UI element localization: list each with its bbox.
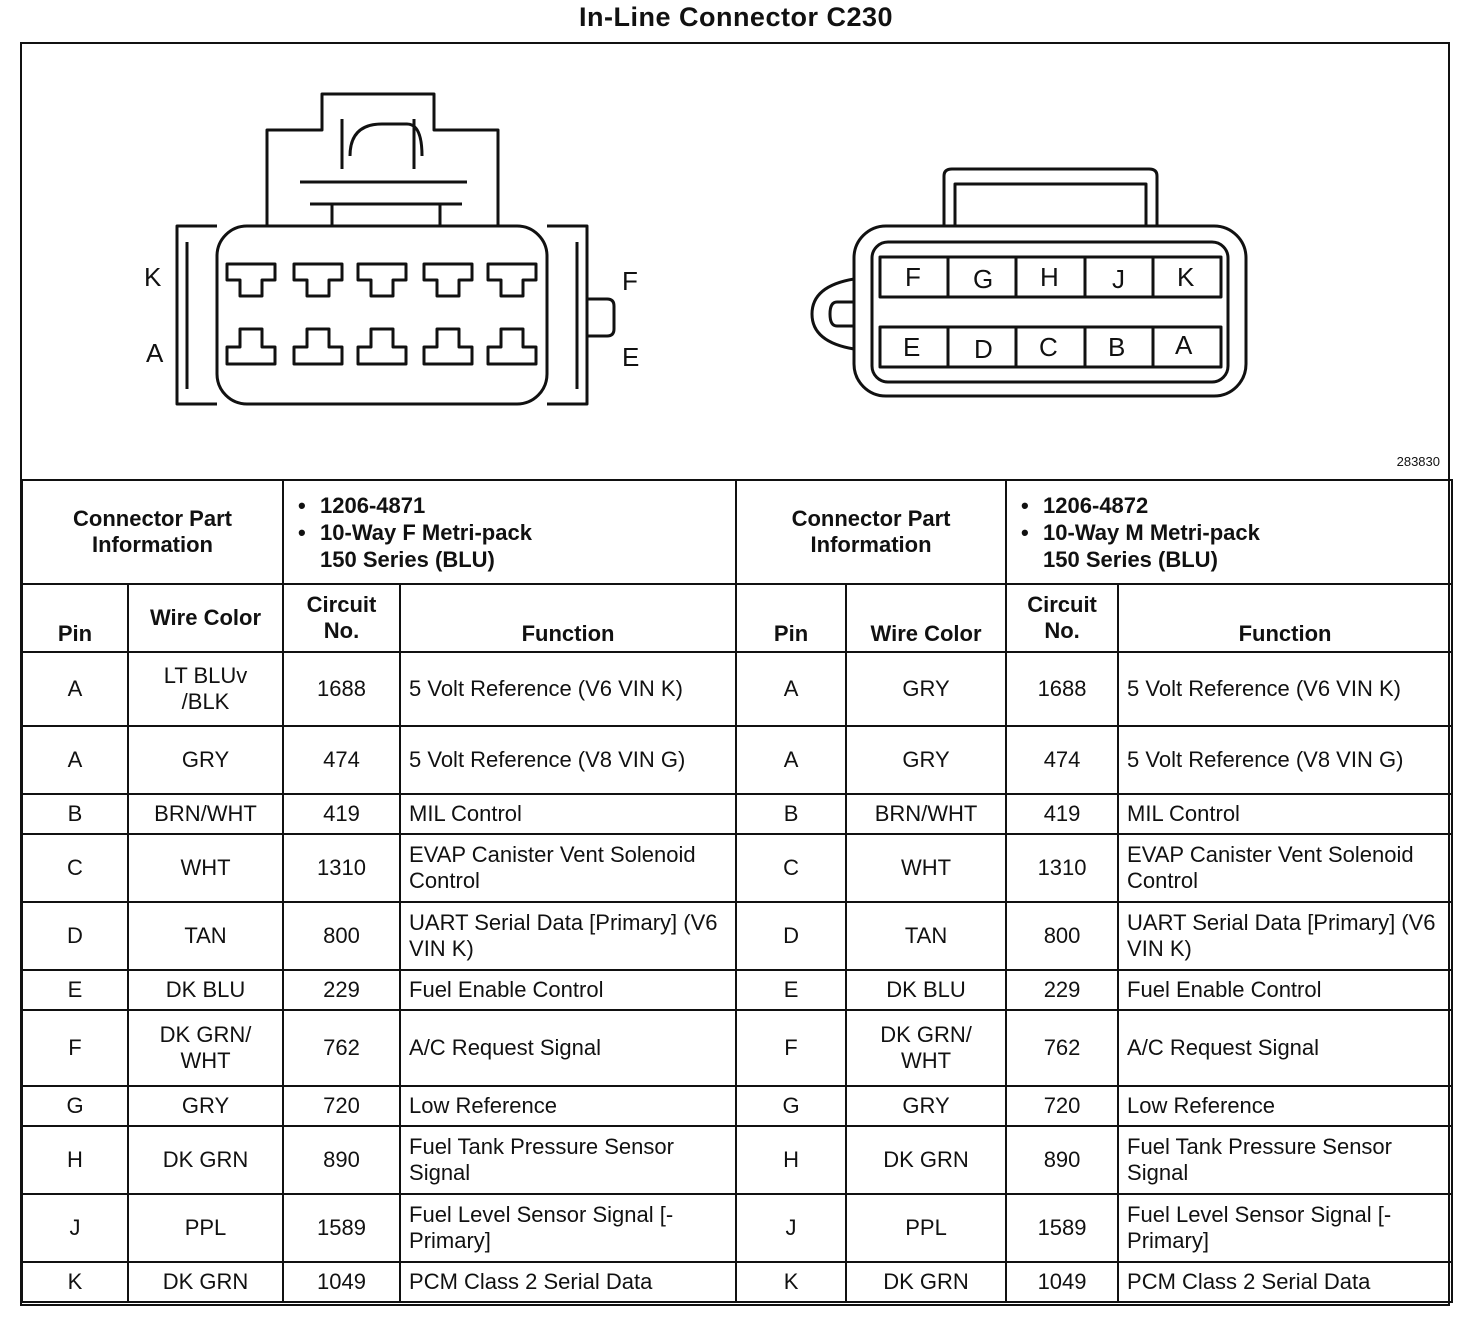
left-part-number: • 1206-4871 [320,492,727,519]
pin-cell: E [22,970,128,1010]
pin-cell: A [736,726,846,794]
circuit-cell: 1688 [1006,652,1118,726]
circuit-cell: 800 [1006,902,1118,970]
right-info-label: Connector Part Information [736,480,1006,584]
table-row [22,834,1452,902]
circuit-cell: 720 [1006,1086,1118,1126]
pin-cell: K [22,1262,128,1302]
female-label-a: A [146,338,164,368]
function-cell: EVAP Canister Vent Solenoid Control [400,834,736,902]
circuit-cell: 1589 [1006,1194,1118,1262]
pin-cell: H [736,1126,846,1194]
function-cell: Fuel Enable Control [400,970,736,1010]
wire-color-cell: DK GRN [128,1126,283,1194]
circuit-cell: 890 [1006,1126,1118,1194]
table-row [22,794,1452,834]
wire-color-cell: DK BLU [846,970,1006,1010]
table-row [22,1010,1452,1086]
male-pin-c: C [1039,332,1058,362]
circuit-cell: 229 [283,970,400,1010]
right-part-number: • 1206-4872 [1043,492,1443,519]
connector-diagram [22,44,1452,480]
pin-cell: D [736,902,846,970]
wire-color-cell: WHT [846,834,1006,902]
male-pin-d: D [974,334,993,364]
female-connector [177,94,614,404]
pin-cell: B [22,794,128,834]
right-part-description [1043,519,1443,573]
function-cell: Fuel Level Sensor Signal [-Primary] [1118,1194,1452,1262]
circuit-cell: 890 [283,1126,400,1194]
function-cell: MIL Control [400,794,736,834]
wire-color-cell: DK BLU [128,970,283,1010]
pin-cell: F [736,1010,846,1086]
function-cell: UART Serial Data [Primary] (V6 VIN K) [1118,902,1452,970]
circuit-cell: 720 [283,1086,400,1126]
function-cell: A/C Request Signal [400,1010,736,1086]
male-pin-a: A [1175,330,1193,360]
circuit-cell: 1310 [283,834,400,902]
table-row [22,970,1452,1010]
male-pin-g: G [973,264,994,294]
left-part-info [283,480,736,584]
female-label-f: F [622,266,638,296]
wire-color-cell: GRY [846,726,1006,794]
female-label-k: K [144,262,162,292]
wire-color-cell: DK GRN/ WHT [128,1010,283,1086]
function-cell: A/C Request Signal [1118,1010,1452,1086]
circuit-cell: 800 [283,902,400,970]
page-title: In-Line Connector C230 [578,2,894,32]
male-pin-j: J [1112,264,1125,294]
circuit-cell: 1688 [283,652,400,726]
pinout-table [21,479,1453,1303]
pin-cell: E [736,970,846,1010]
column-header-row [22,584,1452,652]
wire-color-cell: WHT [128,834,283,902]
circuit-cell: 474 [283,726,400,794]
circuit-cell: 762 [283,1010,400,1086]
wire-color-cell: GRY [846,1086,1006,1126]
pin-cell: K [736,1262,846,1302]
pin-cell: C [22,834,128,902]
right-part-info [1006,480,1452,584]
wire-color-cell: BRN/WHT [128,794,283,834]
function-cell: Low Reference [400,1086,736,1126]
figure-id: 283830 [1396,454,1440,469]
pin-cell: A [736,652,846,726]
wire-color-cell: DK GRN [846,1126,1006,1194]
function-cell: Low Reference [1118,1086,1452,1126]
pin-cell: C [736,834,846,902]
circuit-cell: 1049 [283,1262,400,1302]
function-cell: 5 Volt Reference (V6 VIN K) [400,652,736,726]
function-cell: EVAP Canister Vent Solenoid Control [1118,834,1452,902]
left-info-label: Connector Part Information [22,480,283,584]
circuit-cell: 1589 [283,1194,400,1262]
function-cell: Fuel Tank Pressure Sensor Signal [400,1126,736,1194]
male-pin-h: H [1040,262,1059,292]
female-label-e: E [622,342,640,372]
wire-color-cell: LT BLUv /BLK [128,652,283,726]
wire-color-cell: TAN [128,902,283,970]
right-description-line1: • 10-Way M Metri-pack [1043,519,1260,545]
table-row [22,1194,1452,1262]
function-cell: Fuel Tank Pressure Sensor Signal [1118,1126,1452,1194]
right-circuit-header: Circuit No. [1006,584,1118,652]
pin-rows [22,652,1452,1302]
pin-cell: J [736,1194,846,1262]
function-cell: 5 Volt Reference (V6 VIN K) [1118,652,1452,726]
function-cell: 5 Volt Reference (V8 VIN G) [1118,726,1452,794]
function-cell: UART Serial Data [Primary] (V6 VIN K) [400,902,736,970]
function-cell: Fuel Level Sensor Signal [-Primary] [400,1194,736,1262]
table-row [22,652,1452,726]
wire-color-cell: GRY [128,726,283,794]
circuit-cell: 762 [1006,1010,1118,1086]
left-wire-header: Wire Color [128,584,283,652]
right-description-line2: 150 Series (BLU) [1043,546,1218,572]
connector-info-row [22,480,1452,584]
wire-color-cell: GRY [846,652,1006,726]
table-row [22,1262,1452,1302]
circuit-cell: 1049 [1006,1262,1118,1302]
function-cell: 5 Volt Reference (V8 VIN G) [400,726,736,794]
left-circuit-header: Circuit No. [283,584,400,652]
left-part-description [320,519,727,573]
connector-drawings [22,44,1452,480]
table-row [22,1086,1452,1126]
male-pin-b: B [1108,332,1126,362]
pin-cell: G [736,1086,846,1126]
male-pin-k: K [1177,262,1195,292]
pin-cell: A [22,652,128,726]
left-pin-header: Pin [22,584,128,652]
function-cell: Fuel Enable Control [1118,970,1452,1010]
wire-color-cell: TAN [846,902,1006,970]
table-row [22,726,1452,794]
right-pin-header: Pin [736,584,846,652]
wire-color-cell: PPL [128,1194,283,1262]
pin-cell: A [22,726,128,794]
pin-cell: D [22,902,128,970]
wire-color-cell: DK GRN/ WHT [846,1010,1006,1086]
left-function-header: Function [400,584,736,652]
wire-color-cell: GRY [128,1086,283,1126]
circuit-cell: 229 [1006,970,1118,1010]
wire-color-cell: BRN/WHT [846,794,1006,834]
table-row [22,902,1452,970]
circuit-cell: 474 [1006,726,1118,794]
circuit-cell: 1310 [1006,834,1118,902]
wire-color-cell: DK GRN [128,1262,283,1302]
right-function-header: Function [1118,584,1452,652]
pin-cell: F [22,1010,128,1086]
pin-cell: B [736,794,846,834]
left-description-line1: • 10-Way F Metri-pack [320,519,532,545]
wire-color-cell: PPL [846,1194,1006,1262]
wire-color-cell: DK GRN [846,1262,1006,1302]
left-description-line2: 150 Series (BLU) [320,546,495,572]
circuit-cell: 419 [1006,794,1118,834]
table-row [22,1126,1452,1194]
function-cell: PCM Class 2 Serial Data [400,1262,736,1302]
pin-cell: J [22,1194,128,1262]
connector-sheet [20,42,1450,1306]
right-wire-header: Wire Color [846,584,1006,652]
pin-cell: G [22,1086,128,1126]
pin-cell: H [22,1126,128,1194]
male-pin-e: E [903,332,921,362]
function-cell: MIL Control [1118,794,1452,834]
function-cell: PCM Class 2 Serial Data [1118,1262,1452,1302]
male-pin-f: F [905,262,921,292]
circuit-cell: 419 [283,794,400,834]
